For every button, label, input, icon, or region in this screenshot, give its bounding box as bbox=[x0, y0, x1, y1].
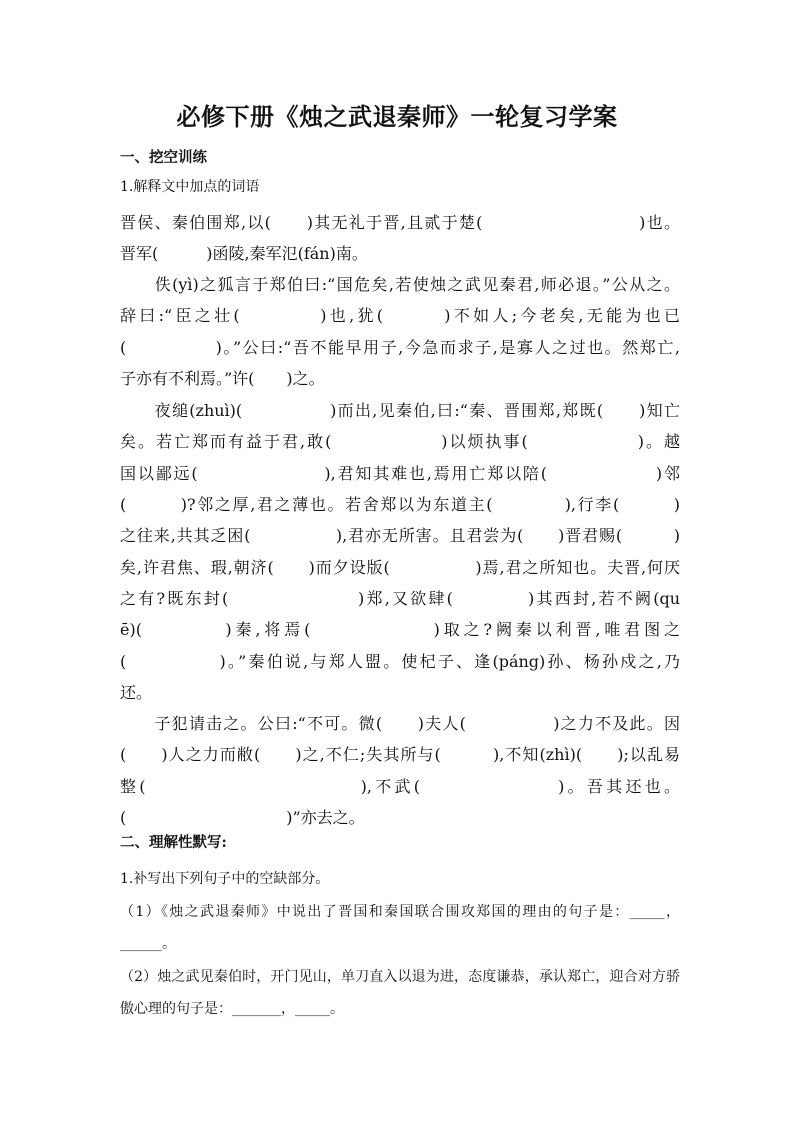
passage-line: 子亦有不利焉。”许( )之。 bbox=[120, 369, 325, 388]
passage-line: ( )。”秦伯说,与郑人盟。使杞子、逢(páng)孙、杨孙戍之,乃 bbox=[120, 652, 680, 671]
passage-line: 之往来,共其乏困( ),君亦无所害。且君尝为( )晋君赐( ) bbox=[120, 526, 680, 545]
passage-line: ( )?邻之厚,君之薄也。若舍郑以为东道主( ),行李( ) bbox=[120, 495, 680, 514]
passage-line: ē)( )秦,将焉( )取之?阙秦以利晋,唯君图之 bbox=[120, 620, 680, 639]
passage-line: 晋侯、秦伯围郑,以( )其无礼于晋,且贰于楚( )也。 bbox=[120, 213, 680, 232]
question-intro: 1.补写出下列句子中的空缺部分。 bbox=[120, 871, 330, 887]
passage-line: 矣。若亡郑而有益于君,敢( )以烦执事( )。越 bbox=[120, 432, 680, 451]
document-title: 必修下册《烛之武退秦师》一轮复习学案 bbox=[176, 102, 618, 131]
section-heading-dictation: 二、理解性默写: bbox=[120, 834, 227, 851]
passage-line: 国以鄙远( ),君知其难也,焉用亡郑以陪( )邻 bbox=[120, 464, 680, 483]
passage-line: ( )”亦去之。 bbox=[120, 808, 365, 827]
passage-line: 整( ),不武( )。吾其还也。 bbox=[120, 777, 680, 796]
section-heading-fill-blank: 一、挖空训练 bbox=[120, 149, 207, 166]
passage-line: 辞曰:“臣之壮( )也,犹( )不如人;今老矣,无能为也已 bbox=[120, 306, 680, 325]
passage-line: 佚(yì)之狐言于郑伯曰:“国危矣,若使烛之武见秦君,师必退。”公从之。 bbox=[120, 275, 680, 294]
question-1-line: （1）《烛之武退秦师》中说出了晋国和秦国联合围攻郑国的理由的句子是：_____， bbox=[120, 904, 680, 920]
passage-line: 还。 bbox=[120, 683, 153, 702]
passage-line: 夜缒(zhuì)( )而出,见秦伯,曰:“秦、晋围郑,郑既( )知亡 bbox=[120, 401, 680, 420]
question-2-line: （2）烛之武见秦伯时，开门见山，单刀直入以退为进，态度谦恭，承认郑亡，迎合对方骄 bbox=[120, 969, 680, 985]
passage-line: ( )。”公曰:“吾不能早用子,今急而求子,是寡人之过也。然郑亡, bbox=[120, 338, 680, 357]
passage-line: 子犯请击之。公曰:“不可。微( )夫人( )之力不及此。因 bbox=[120, 714, 680, 733]
item-1-title: 1.解释文中加点的词语 bbox=[120, 179, 260, 195]
passage-line: 矣,许君焦、瑕,朝济( )而夕设版( )焉,君之所知也。夫晋,何厌 bbox=[120, 558, 680, 577]
question-1-line: ______。 bbox=[120, 936, 176, 952]
passage-line: 之有?既东封( )郑,又欲肆( )其西封,若不阙(qu bbox=[120, 589, 680, 608]
question-2-line: 傲心理的句子是：_______，_____。 bbox=[120, 1001, 344, 1017]
passage-line: ( )人之力而敝( )之,不仁;失其所与( ),不知(zhì)( );以乱易 bbox=[120, 745, 680, 764]
passage-line: 晋军( )函陵,秦军氾(fán)南。 bbox=[120, 244, 368, 263]
